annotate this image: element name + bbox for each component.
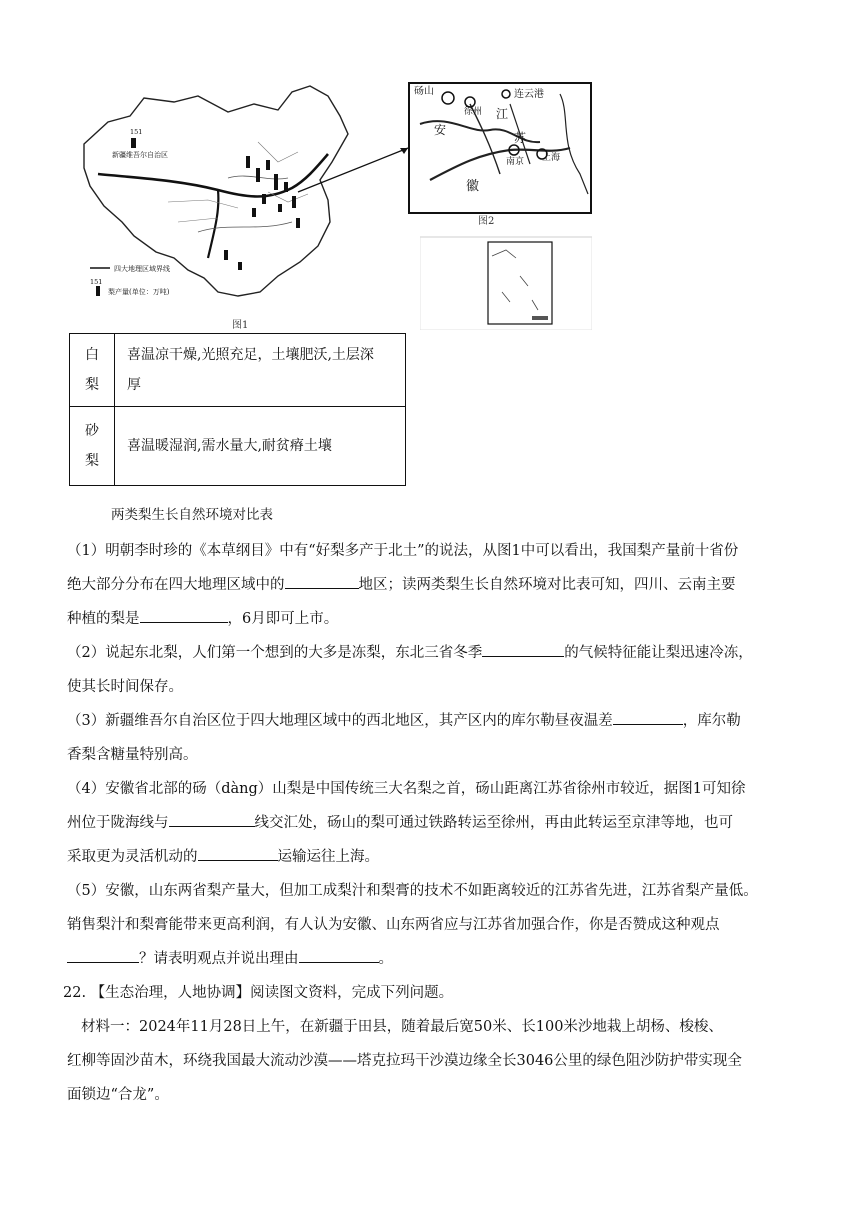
inset-label: 苏 <box>514 131 527 145</box>
legend-bar-label: 梨产量(单位：万吨) <box>108 288 170 296</box>
inset-label: 安 <box>434 123 447 137</box>
inset-label: 上海 <box>542 153 561 163</box>
inset-label: 砀山 <box>414 86 434 97</box>
answer-blank[interactable] <box>613 710 683 725</box>
question-5: （5）安徽，山东两省梨产量大，但加工成梨汁和梨膏的技术不如距离较近的江苏省先进，江苏省梨产量低。 <box>67 883 758 899</box>
question-22-title: 22. 【生态治理，人地协调】阅读图文资料，完成下列问题。 <box>63 985 454 1001</box>
question-2: （2）说起东北梨，人们第一个想到的大多是冻梨，东北三省冬季 的气候特征能让梨迅速冷冻， <box>67 636 797 670</box>
table-cell-desc: 喜温凉干燥,光照充足，土壤肥沃,土层深 厚 <box>115 334 406 407</box>
answer-blank[interactable] <box>140 608 228 623</box>
pear-comparison-table <box>69 333 406 486</box>
table-caption: 两类梨生长自然环境对比表 <box>111 507 273 523</box>
legend-bar-value: 151 <box>90 278 103 286</box>
answer-blank[interactable] <box>67 948 139 963</box>
map-bar-value: 151 <box>130 128 143 136</box>
figure1-caption: 图1 <box>232 320 249 331</box>
table-cell-desc: 喜温暖湿润,需水量大,耐贫瘠土壤 <box>115 407 406 486</box>
table-row <box>70 407 406 486</box>
legend-boundary-label: 四大地理区域界线 <box>114 265 170 273</box>
question-1: （1）明朝李时珍的《本草纲目》中有“好梨多产于北土”的说法，从图1中可以看出，我国梨产量前十省份 <box>67 543 739 559</box>
figure2-caption: 图2 <box>478 216 495 227</box>
inset-label: 徐州 <box>464 107 483 117</box>
table-row <box>70 334 406 407</box>
material-1: 材料一：2024年11月28日上午，在新疆于田县，随着最后宽50米、长100米沙地栽上胡杨、梭梭、 <box>81 1019 723 1035</box>
answer-blank[interactable] <box>299 948 379 963</box>
answer-blank[interactable] <box>198 846 278 861</box>
question-4: （4）安徽省北部的砀（dàng）山梨是中国传统三大名梨之首，砀山距离江苏省徐州市较近，据图1可知徐 <box>67 781 746 797</box>
south-sea-inset <box>420 236 592 330</box>
answer-blank[interactable] <box>169 812 255 827</box>
table-cell-name: 砂 梨 <box>70 407 115 486</box>
inset-label: 南京 <box>506 157 525 167</box>
inset-label: 徽 <box>466 179 480 194</box>
figure2-inset-map <box>408 82 592 214</box>
answer-blank[interactable] <box>285 574 359 589</box>
table-cell-name: 白 梨 <box>70 334 115 407</box>
china-map-figure <box>78 82 418 332</box>
answer-blank[interactable] <box>482 642 564 657</box>
map-region-label: 新疆维吾尔自治区 <box>112 151 168 159</box>
inset-label: 连云港 <box>514 89 544 100</box>
question-block: （1）明朝李时珍的《本草纲目》中有“好梨多产于北土”的说法，从图1中可以看出，我国梨产量前十省份 绝大部分分布在四大地理区域中的 地区；读两类梨生长自然环境对比表可知，四川、云南主要 种植的梨是 ，6月即可上市。 （2）说起东北梨，人们第一个想到的大多是冻梨，东北三省冬季 的气候特征能让梨迅速冷冻， 使其长时间保存。 （3）新疆维吾尔自治区位于四大地理区域中的西北地区，其产区内的库尔勒昼夜温差 ，库尔勒 香梨含糖量特别高。 （4）安徽省北部的砀（dàng）山梨是中国传统三大名梨之首，砀山距离江苏省徐州市较近，据图1可知徐 州位于陇海线与 线交汇处，砀山的梨可通过铁路转运至徐州，再由此转运至京津等地，也可 采取更为灵活机动的 运输运往上海。 （5）安徽，山东两省梨产量大，但加工成梨汁和梨膏的技术不如距离较近的江苏省先进，江苏省梨产量低。 销售梨汁和梨膏能带来更高利润，有人认为安徽、山东两省应与江苏省加强合作，你是否赞成这种观点 ？请表明观点并说出理由 。 22. 【生态治理，人地协调】阅读图文资料，完成下列问题。 材料一：2024年11月28日上午，在新疆于田县，随着最后宽50米、长100米沙地栽上胡杨、梭梭、 红柳等固沙苗木，环绕我国最大流动沙漠——塔克拉玛干沙漠边缘全长3046公里的绿色阻沙防护带实现全 面锁边“合龙”。 <box>67 534 797 1112</box>
question-3: （3）新疆维吾尔自治区位于四大地理区域中的西北地区，其产区内的库尔勒昼夜温差 ，库尔勒 <box>67 704 797 738</box>
inset-label: 江 <box>496 107 509 121</box>
